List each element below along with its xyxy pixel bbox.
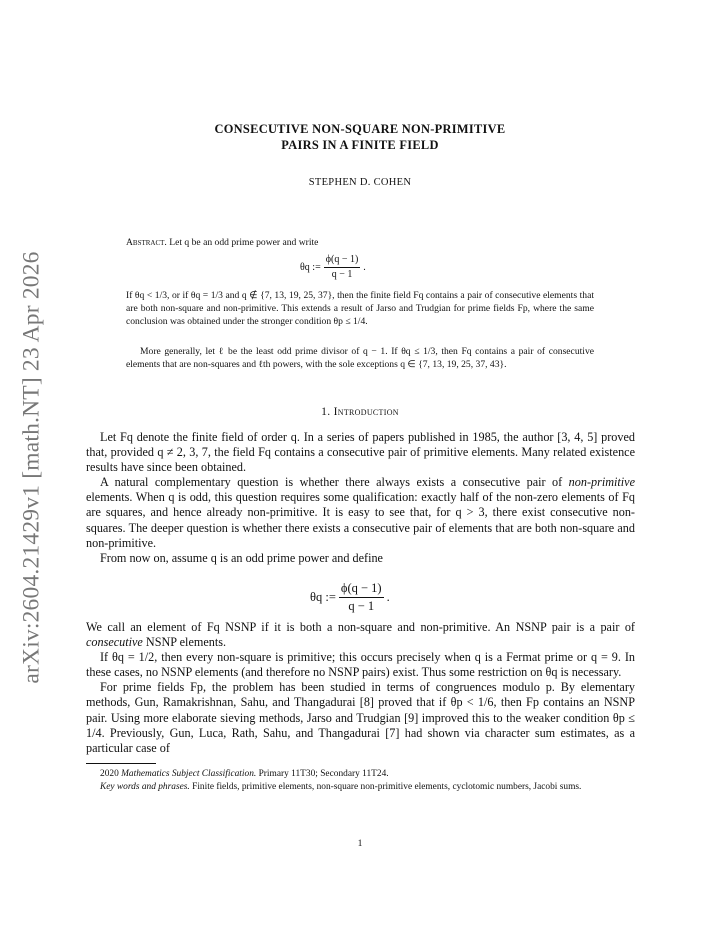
title-line-1: CONSECUTIVE NON-SQUARE NON-PRIMITIVE (214, 122, 506, 136)
abstract-equation (300, 253, 366, 282)
abstract-eq-fraction (324, 253, 361, 282)
abstract-eq-denominator: q − 1 (331, 269, 353, 280)
body-paragraph-2: A natural complementary question is whether there always exists a consecutive pair of non-primitive elements. When q is odd, this question requires some qualification: exactly half of the non-zero elements of Fq are squares, and hence already non-primitive. It is easy to see that, for q > 3, there exist consecutive non-squares. The deeper question is whether there exists a consecutive pair of elements that are both non-square and non-primitive. (86, 475, 635, 550)
author-name: STEPHEN D. COHEN (308, 177, 412, 188)
footnote-rule (86, 763, 156, 764)
abstract-lead-text: Let q be an odd prime power and write (169, 237, 319, 248)
section-heading: 1. Introduction (321, 405, 399, 418)
arxiv-identifier: arXiv:2604.21429v1 [math.NT] 23 Apr 2026 (18, 250, 45, 684)
body-equation (310, 580, 390, 615)
title-line-2: PAIRS IN A FINITE FIELD (281, 138, 439, 152)
abstract-paragraph-1: If θq < 1/3, or if θq = 1/3 and q ∉ {7, 13, 19, 25, 37}, then the finite field Fq contains a pair of consecutive elements that are both non-square and non-primitive. This extends a result of Jarso and Trudgian for prime fields Fp, where the same conclusion was obtained under the stronger condition θp ≤ 1/4. (126, 290, 594, 327)
body-eq-lhs: θq := (310, 590, 336, 604)
emphasis-non-primitive: non-primitive (568, 475, 635, 490)
arxiv-sidebar-stamp (2, 247, 62, 687)
abstract-paragraph-2: More generally, let ℓ be the least odd prime divisor of q − 1. If θq ≤ 1/3, then Fq contains a pair of consecutive elements that are non-squares and ℓth powers, with the sole exceptions q ∈ {7, 13, 19, 25, 37, 43}. (126, 346, 594, 370)
paper-title (86, 121, 634, 153)
body-paragraph-4: We call an element of Fq NSNP if it is both a non-square and non-primitive. An NSNP pair is a pair of consecutive NSNP elements. (86, 620, 635, 650)
abstract-lead (126, 236, 594, 249)
abstract-eq-numerator: ϕ(q − 1) (324, 253, 361, 268)
body-paragraph-3: From now on, assume q is an odd prime power and define (100, 550, 383, 565)
body-paragraph-6: For prime fields Fp, the problem has been studied in terms of congruences modulo p. By elementary methods, Gun, Ramakrishnan, Sahu, and Thangadurai [8] proved that if θp < 1/6, then Fp contains an NSNP pair. Using more elaborate sieving methods, Jarso and Trudgian [9] improved this to the weaker condition θp ≤ 1/4. Previously, Gun, Luca, Rath, Sahu, and Thangadurai [7] had shown via character sum estimates, as a particular case of (86, 680, 635, 755)
body-eq-fraction (339, 580, 384, 615)
abstract-heading: Abstract. (126, 237, 167, 248)
page-number: 1 (357, 838, 363, 849)
body-paragraph-5: If θq = 1/2, then every non-square is primitive; this occurs precisely when q is a Fermat prime or q = 9. In these cases, no NSNP elements (and therefore no NSNP pairs) exist. Thus some restriction on θq is necessary. (86, 650, 635, 680)
abstract-eq-period: . (363, 262, 366, 273)
footnote-keywords: Key words and phrases. Finite fields, primitive elements, non-square non-primitive elements, cyclotomic numbers, Jacobi sums. (100, 782, 582, 792)
body-eq-period: . (386, 590, 390, 604)
body-eq-denominator: q − 1 (348, 599, 375, 613)
body-block-2 (86, 620, 635, 756)
body-paragraph-1: Let Fq denote the finite field of order q. In a series of papers published in 1985, the author [3, 4, 5] proved that, provided q ≠ 2, 3, 7, the field Fq contains a consecutive pair of primitive elements. Many related existence results have since been obtained. (86, 430, 635, 475)
abstract-eq-lhs: θq := (300, 262, 321, 273)
body-eq-numerator: ϕ(q − 1) (339, 580, 384, 598)
footnotes (86, 768, 635, 794)
emphasis-consecutive: consecutive (86, 635, 143, 650)
footnote-msc: 2020 Mathematics Subject Classification. Primary 11T30; Secondary 11T24. (100, 769, 389, 779)
body-block-1 (86, 430, 635, 566)
